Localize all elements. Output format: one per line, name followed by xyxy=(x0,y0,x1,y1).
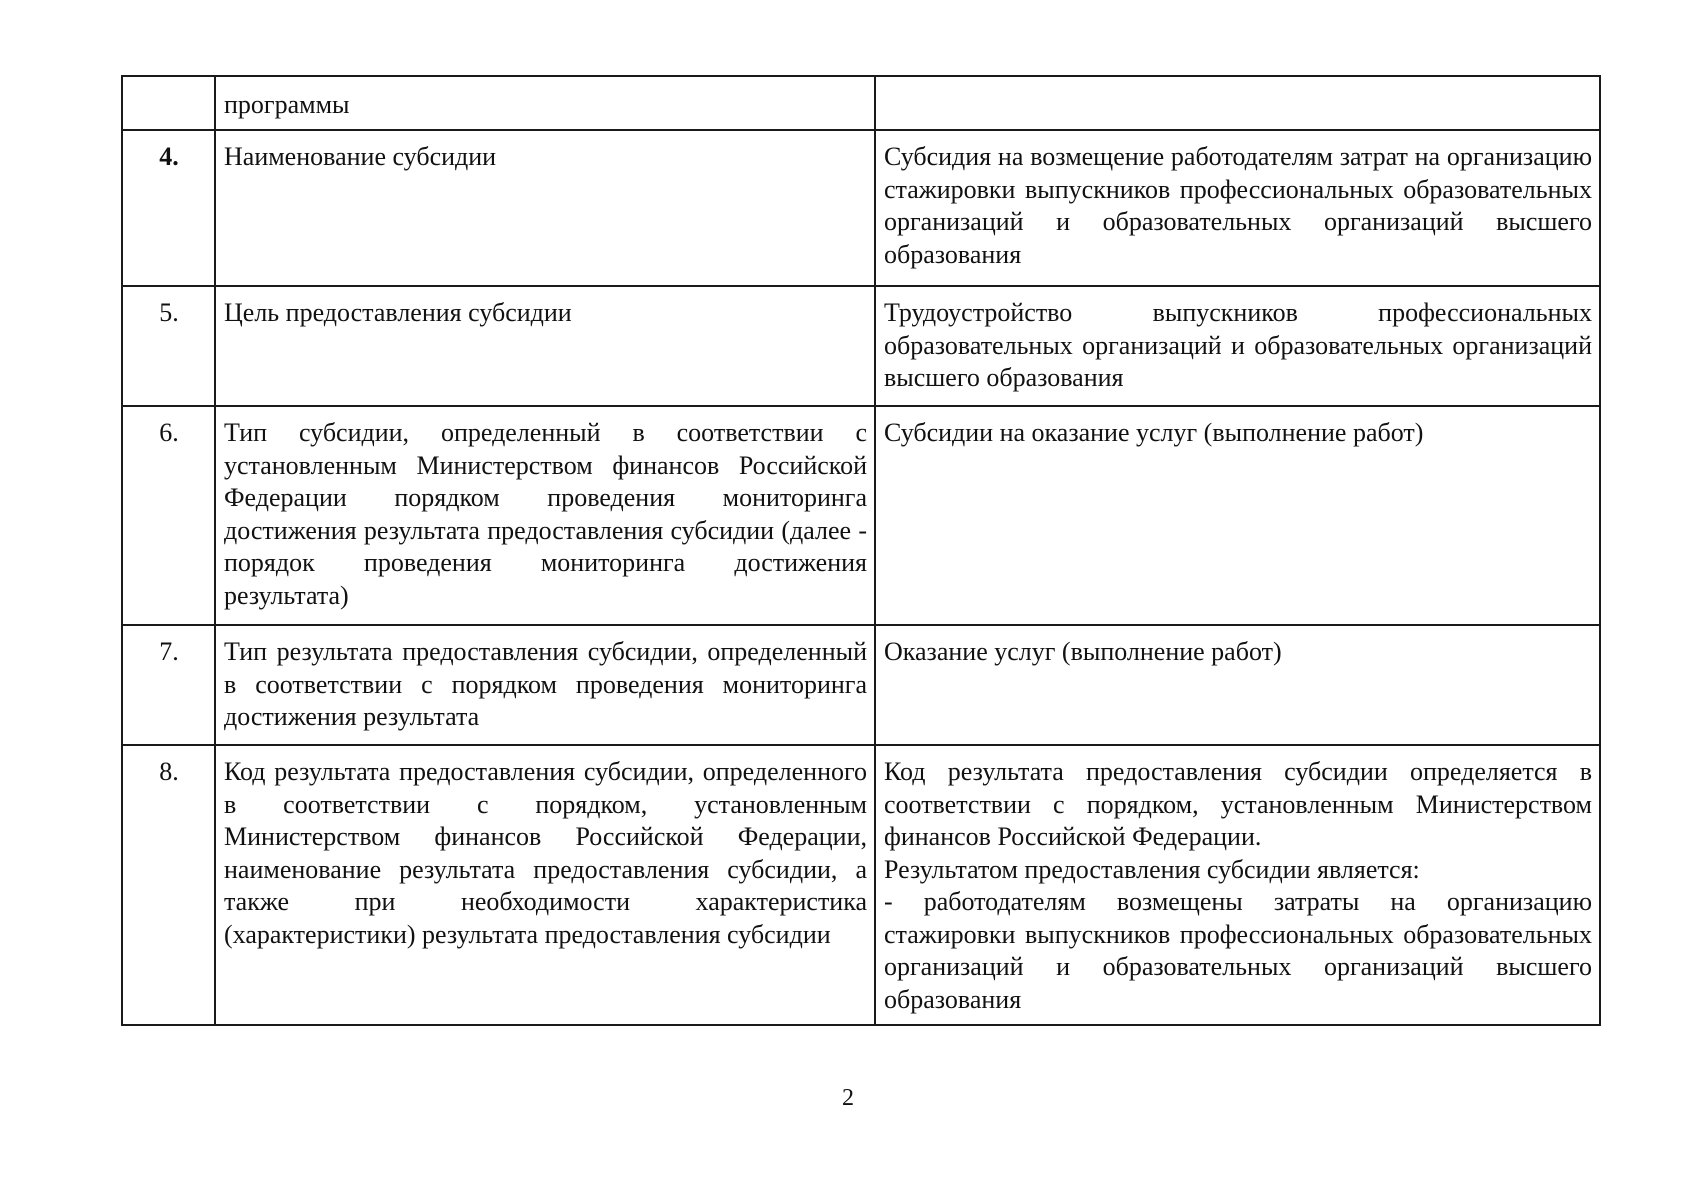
row-number: 5. xyxy=(159,298,179,327)
row-name-cell xyxy=(215,76,875,130)
table-row xyxy=(122,76,1600,130)
row-number-cell xyxy=(122,625,215,745)
row-name-cell xyxy=(215,745,875,1025)
row-number: 4. xyxy=(159,142,179,171)
row-value-paragraph: - работодателям возмещены затраты на организацию стажировки выпускников профессиональных образовательных организаций и образовательных организаций высшего образования xyxy=(884,887,1592,1014)
row-value: Оказание услуг (выполнение работ) xyxy=(884,637,1282,666)
table-row xyxy=(122,406,1600,625)
page-number: 2 xyxy=(842,1085,854,1111)
row-number-cell xyxy=(122,745,215,1025)
table-row xyxy=(122,286,1600,406)
row-value-cell xyxy=(875,625,1600,745)
row-value: Субсидии на оказание услуг (выполнение работ) xyxy=(884,418,1424,447)
row-value-cell xyxy=(875,76,1600,130)
row-value-cell xyxy=(875,130,1600,286)
table-row xyxy=(122,745,1600,1025)
row-name-cell xyxy=(215,286,875,406)
table-row xyxy=(122,625,1600,745)
row-name-cell xyxy=(215,130,875,286)
row-number: 8. xyxy=(159,757,179,786)
row-value-cell xyxy=(875,286,1600,406)
row-name: Цель предоставления субсидии xyxy=(224,298,572,327)
row-name: Тип субсидии, определенный в соответствии с установленным Министерством финансов Российской Федерации порядком проведения мониторинга достижения результата предоставления субсидии (далее - порядок проведения мониторинга достижения результата) xyxy=(224,418,867,610)
row-name: Тип результата предоставления субсидии, определенный в соответствии с порядком проведения мониторинга достижения результата xyxy=(224,637,867,731)
row-value-cell xyxy=(875,745,1600,1025)
row-number-cell xyxy=(122,406,215,625)
row-number: 7. xyxy=(159,637,179,666)
row-value: Субсидия на возмещение работодателям затрат на организацию стажировки выпускников профессиональных образовательных организаций и образовательных организаций высшего образования xyxy=(884,142,1592,269)
row-value-paragraph: Результатом предоставления субсидии является: xyxy=(884,854,1420,884)
row-name: Наименование субсидии xyxy=(224,142,497,171)
row-value-paragraph: Код результата предоставления субсидии определяется в соответствии с порядком, установленным Министерством финансов Российской Федерации. xyxy=(884,757,1592,851)
subsidy-info-table xyxy=(121,75,1601,1026)
row-value-cell xyxy=(875,406,1600,625)
row-name: Код результата предоставления субсидии, определенного в соответствии с порядком, установленным Министерством финансов Российской Федерации, наименование результата предоставления субсидии, а также при необходимости характеристика (характеристики) результата предоставления субсидии xyxy=(224,757,867,949)
table-row xyxy=(122,130,1600,286)
row-name: программы xyxy=(224,90,350,119)
row-number: 6. xyxy=(159,418,179,447)
row-value: Трудоустройство выпускников профессиональных образовательных организаций и образовательных организаций высшего образования xyxy=(884,298,1592,392)
row-name-cell xyxy=(215,406,875,625)
row-number-cell xyxy=(122,286,215,406)
row-name-cell xyxy=(215,625,875,745)
row-number-cell xyxy=(122,130,215,286)
row-number-cell xyxy=(122,76,215,130)
